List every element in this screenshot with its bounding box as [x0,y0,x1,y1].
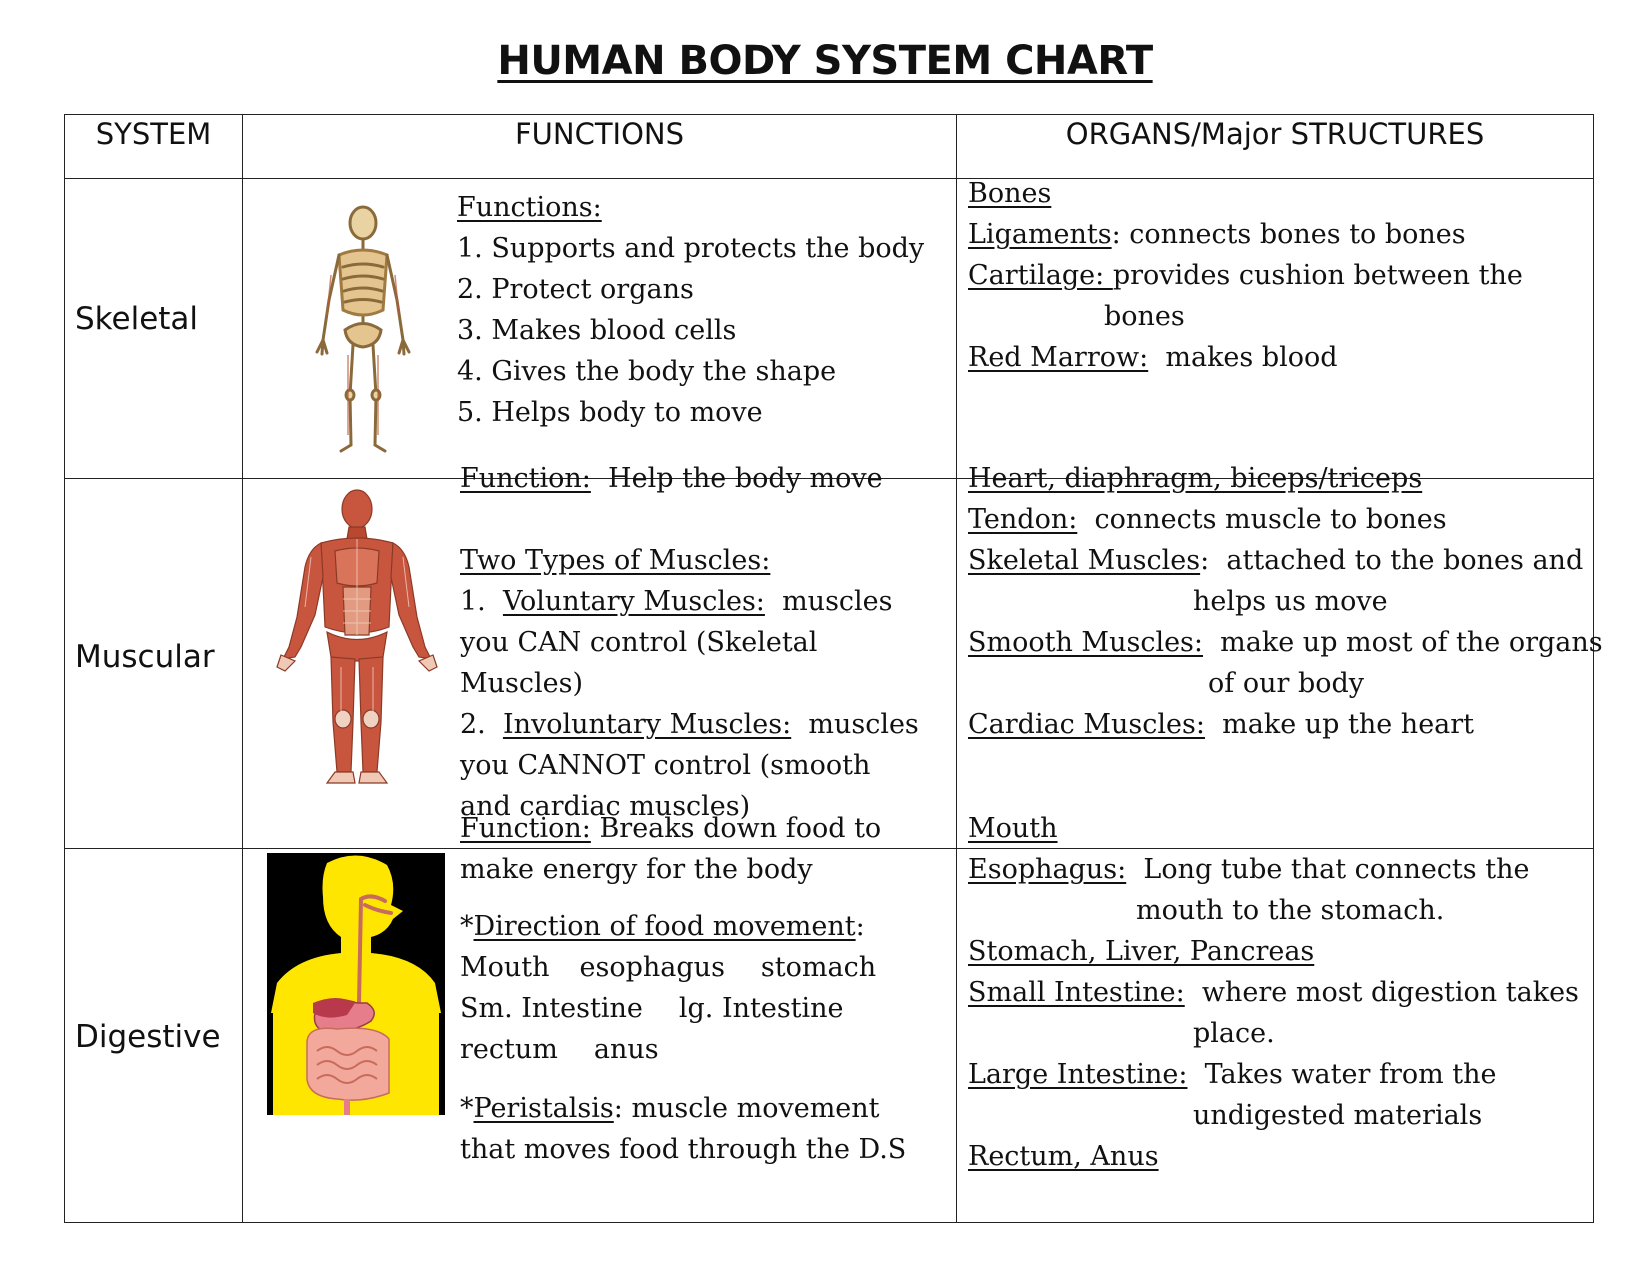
system-name-muscular: Muscular [75,639,215,675]
system-name-skeletal: Skeletal [75,301,199,337]
function-item: 1. Supports and protects the body [457,233,925,264]
organ-red-marrow: Red Marrow: makes blood [968,342,1338,373]
organ-mouth: Mouth [968,813,1058,844]
digestive-illustration [267,853,445,1115]
function-item: 4. Gives the body the shape [457,356,837,387]
organ-cartilage: Cartilage: provides cushion between the [968,260,1523,291]
organ-rectum-line: Rectum, Anus [968,1141,1159,1172]
function-label: Function: [460,813,591,844]
function-label: Function: [460,463,591,494]
involuntary-label: Involuntary Muscles: [502,709,792,740]
organ-bones: Bones [968,178,1052,209]
organ-stomach-line: Stomach, Liver, Pancreas [968,936,1315,967]
muscular-organs: Heart, diaphragm, biceps/triceps Tendon: connects muscle to bones Skeletal Muscles: attached to the bones and helps us move Smooth Muscles: make up most of the organs of our body Cardiac Muscles: make up the heart [968,458,1603,745]
skeleton-illustration [293,205,433,455]
function-item: 5. Helps body to move [457,397,763,428]
two-types-label: Two Types of Muscles: [460,545,771,576]
column-divider [956,115,957,1222]
muscle-illustration [271,487,443,787]
header-organs: ORGANS/Major STRUCTURES [1065,117,1485,151]
header-functions: FUNCTIONS [514,117,685,151]
system-name-digestive: Digestive [75,1019,221,1055]
functions-label: Functions: [457,192,602,223]
digestive-organs: Mouth Esophagus: Long tube that connects the mouth to the stomach. Stomach, Liver, Pancreas Small Intestine: where most digestion takes place. Large Intestine: Takes water from the undigested materials Rectum, Anus [968,808,1579,1177]
page-title: HUMAN BODY SYSTEM CHART [497,38,1153,84]
skeletal-functions [457,187,924,433]
peristalsis-label: Peristalsis [473,1093,614,1124]
system-table [64,114,1603,1223]
header-system: SYSTEM [95,117,212,151]
function-item: 2. Protect organs [457,274,694,305]
organ-ligaments: Ligaments: connects bones to bones [968,219,1466,250]
skeletal-organs [968,173,1523,378]
organ-heart-line: Heart, diaphragm, biceps/triceps [968,463,1423,494]
column-divider [242,115,243,1222]
voluntary-label: Voluntary Muscles: [502,586,765,617]
function-item: 3. Makes blood cells [457,315,737,346]
direction-label: Direction of food movement [473,911,856,942]
digestive-functions: Function: Breaks down food to make energy for the body *Direction of food movement: Mouth esophagus stomach Sm. Intestine lg. Intestine rectum anus *Peristalsis: muscle movement that moves food through the D.S [460,813,907,1165]
organ-cartilage-cont: bones [1104,301,1185,332]
muscular-functions: Function: Help the body move Two Types of Muscles: 1. Voluntary Muscles: muscles you CAN control (Skeletal Muscles) 2. Involuntary Muscles: muscles you CANNOT control (smooth and cardiac muscles) [460,463,919,822]
